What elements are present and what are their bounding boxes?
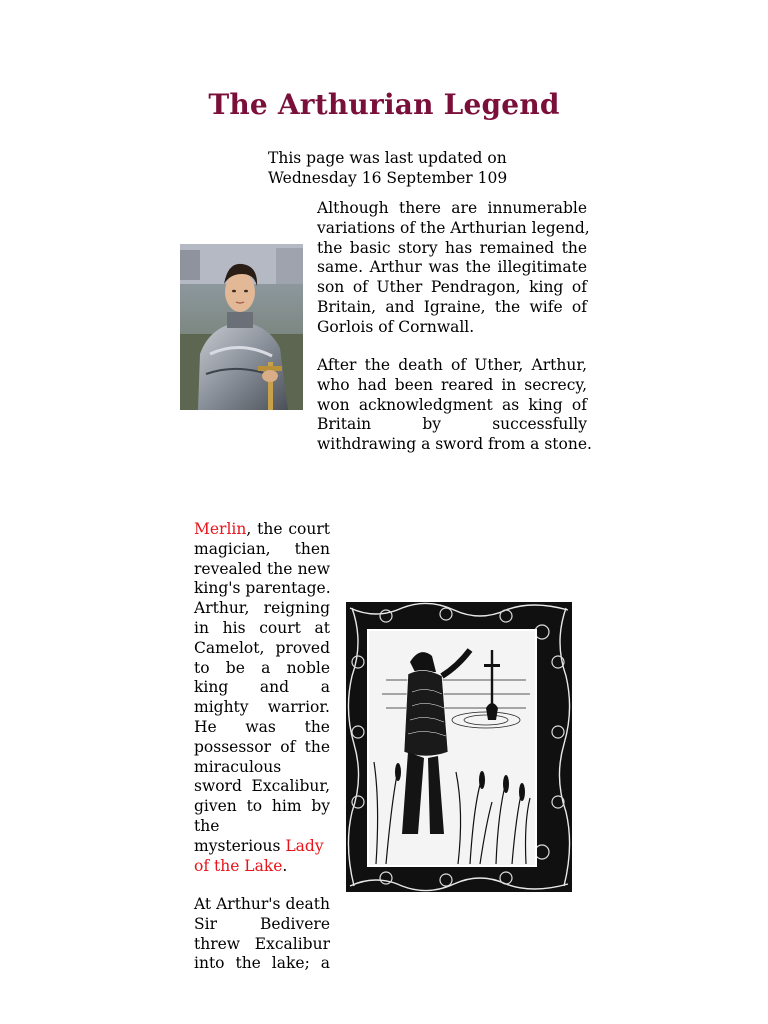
text-line: threw Excalibur bbox=[194, 934, 330, 953]
text-fragment: . bbox=[282, 856, 288, 875]
text-line: given to him by bbox=[194, 797, 330, 816]
text-line: Britain by successfully bbox=[317, 415, 587, 434]
text-line: Arthur, reigning bbox=[194, 599, 330, 618]
text-line: Camelot, proved bbox=[194, 638, 330, 657]
text-line: the basic story has remained the bbox=[317, 238, 587, 257]
text-line: king's parentage. bbox=[194, 579, 331, 598]
text-line: into the lake; a bbox=[194, 954, 330, 973]
text-line: in his court at bbox=[194, 618, 330, 637]
text-line: revealed the new bbox=[194, 559, 330, 578]
text-line: Sir Bedivere bbox=[194, 914, 330, 933]
text-line: king and a bbox=[194, 678, 330, 697]
paragraph-arthur-death bbox=[194, 895, 330, 974]
text-line: son of Uther Pendragon, king of bbox=[317, 278, 587, 297]
text-line: He was the bbox=[194, 717, 330, 736]
lady-of-the-lake-link[interactable]: Lady bbox=[285, 836, 324, 855]
text-line bbox=[194, 520, 330, 540]
text-line: won acknowledgment as king of bbox=[317, 395, 587, 414]
text-line: sword Excalibur, bbox=[194, 777, 330, 796]
text-line: Although there are innumerable bbox=[317, 199, 587, 217]
text-line: mighty warrior. bbox=[194, 698, 330, 717]
text-line: variations of the Arthurian legend, bbox=[317, 218, 590, 237]
text-line: same. Arthur was the illegitimate bbox=[317, 258, 587, 277]
lady-of-the-lake-link-continued[interactable]: of the Lake bbox=[194, 856, 283, 875]
text-line: to be a noble bbox=[194, 658, 330, 677]
text-line bbox=[194, 837, 330, 857]
text-line: possessor of the bbox=[194, 737, 330, 756]
text-line: Gorlois of Cornwall. bbox=[317, 317, 475, 336]
text-line: miraculous bbox=[194, 757, 282, 776]
text-fragment: , the court bbox=[246, 520, 330, 538]
merlin-link[interactable]: Merlin bbox=[194, 520, 247, 538]
paragraph-sword-stone bbox=[317, 356, 592, 455]
text-line: After the death of Uther, Arthur, bbox=[317, 356, 587, 374]
paragraph-intro bbox=[317, 199, 590, 338]
page-title: The Arthurian Legend bbox=[208, 88, 560, 121]
text-line: withdrawing a sword from a stone. bbox=[317, 435, 592, 454]
text-line bbox=[194, 857, 330, 877]
last-updated-line2: Wednesday 16 September 109 bbox=[268, 169, 508, 187]
text-line: At Arthur's death bbox=[194, 895, 330, 913]
last-updated-line1: This page was last updated on bbox=[268, 149, 507, 167]
arthur-portrait-image bbox=[180, 244, 303, 410]
paragraph-merlin bbox=[194, 520, 330, 876]
text-fragment: mysterious bbox=[194, 836, 286, 855]
text-line: Britain, and Igraine, the wife of bbox=[317, 297, 587, 316]
text-line: magician, then bbox=[194, 539, 330, 558]
text-line: who had been reared in secrecy, bbox=[317, 375, 587, 394]
last-updated-note bbox=[268, 148, 528, 188]
text-line: the bbox=[194, 816, 220, 835]
excalibur-engraving-image bbox=[346, 602, 572, 892]
